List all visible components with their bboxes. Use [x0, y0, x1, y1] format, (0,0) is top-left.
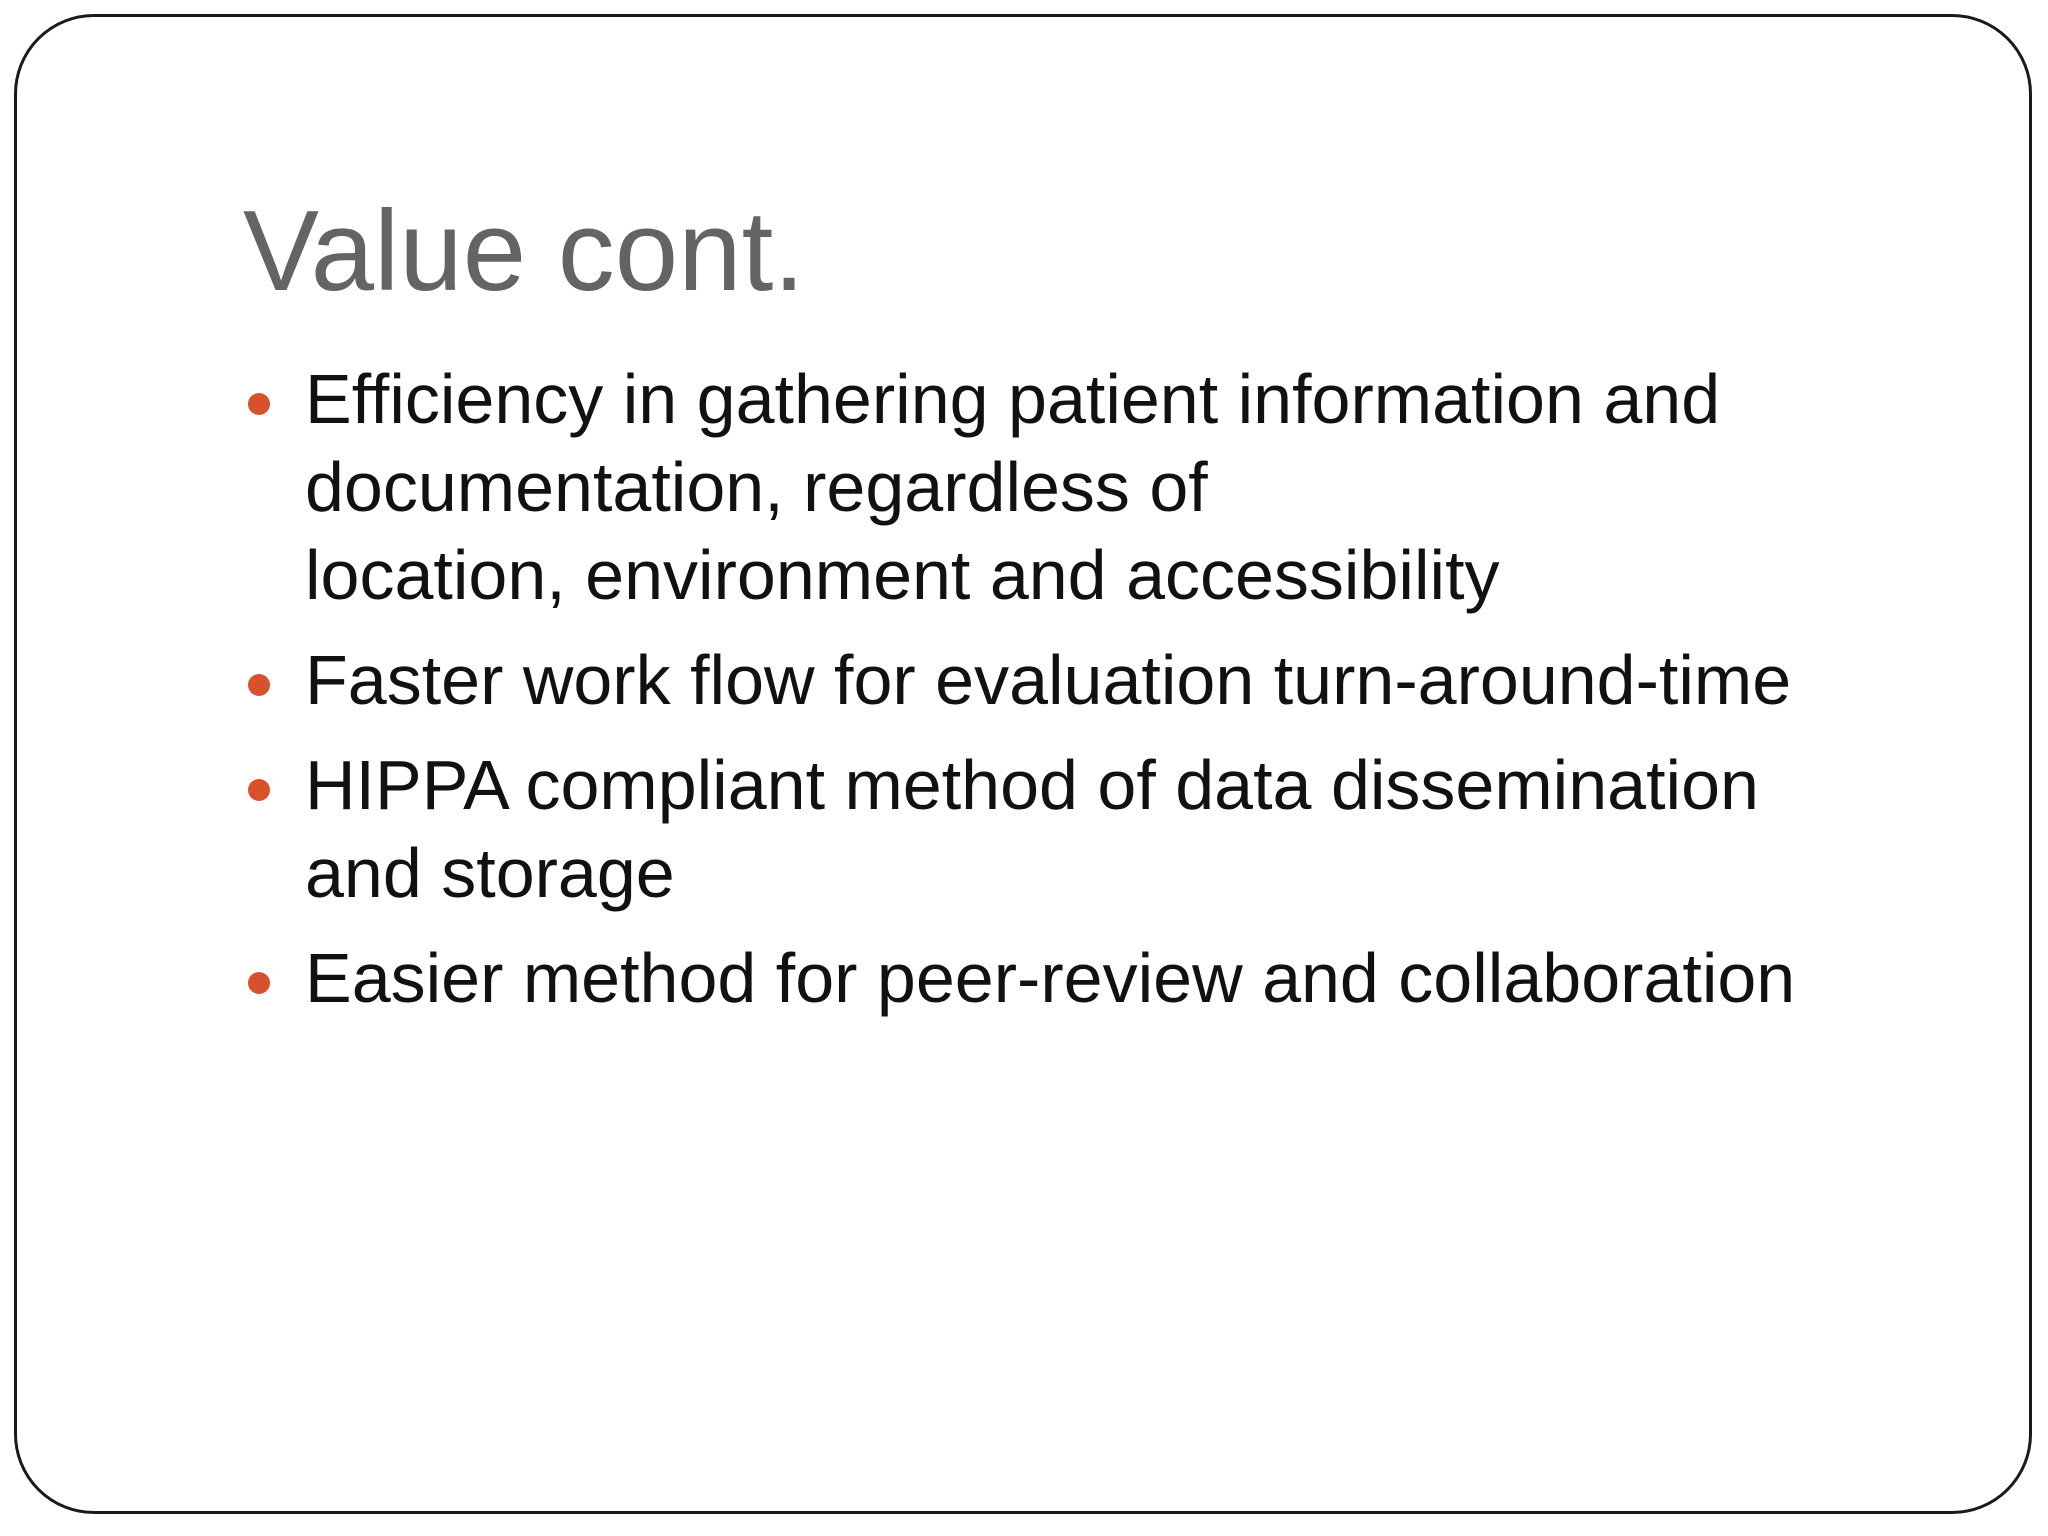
slide-frame — [14, 14, 2032, 1514]
bullet-list — [243, 355, 1983, 1039]
bullet-dot-icon — [248, 779, 270, 801]
bullet-text-line: Efficiency in gathering patient information and — [305, 360, 1721, 438]
bullet-text-line: HIPPA compliant method of data dissemination — [305, 746, 1759, 824]
bullet-item — [243, 355, 1983, 619]
bullet-dot-icon — [248, 393, 270, 415]
bullet-text-line: Easier method for peer-review and collaboration — [305, 939, 1796, 1017]
bullet-item — [243, 934, 1983, 1022]
bullet-item — [243, 741, 1983, 917]
bullet-text-line: location, environment and accessibility — [305, 536, 1500, 614]
bullet-text-line: Faster work flow for evaluation turn-around-time — [305, 641, 1792, 719]
bullet-item — [243, 636, 1983, 724]
slide-title: Value cont. — [243, 188, 805, 315]
bullet-dot-icon — [248, 972, 270, 994]
bullet-text-line: documentation, regardless of — [305, 448, 1208, 526]
bullet-text-line: and storage — [305, 834, 675, 912]
bullet-dot-icon — [248, 674, 270, 696]
